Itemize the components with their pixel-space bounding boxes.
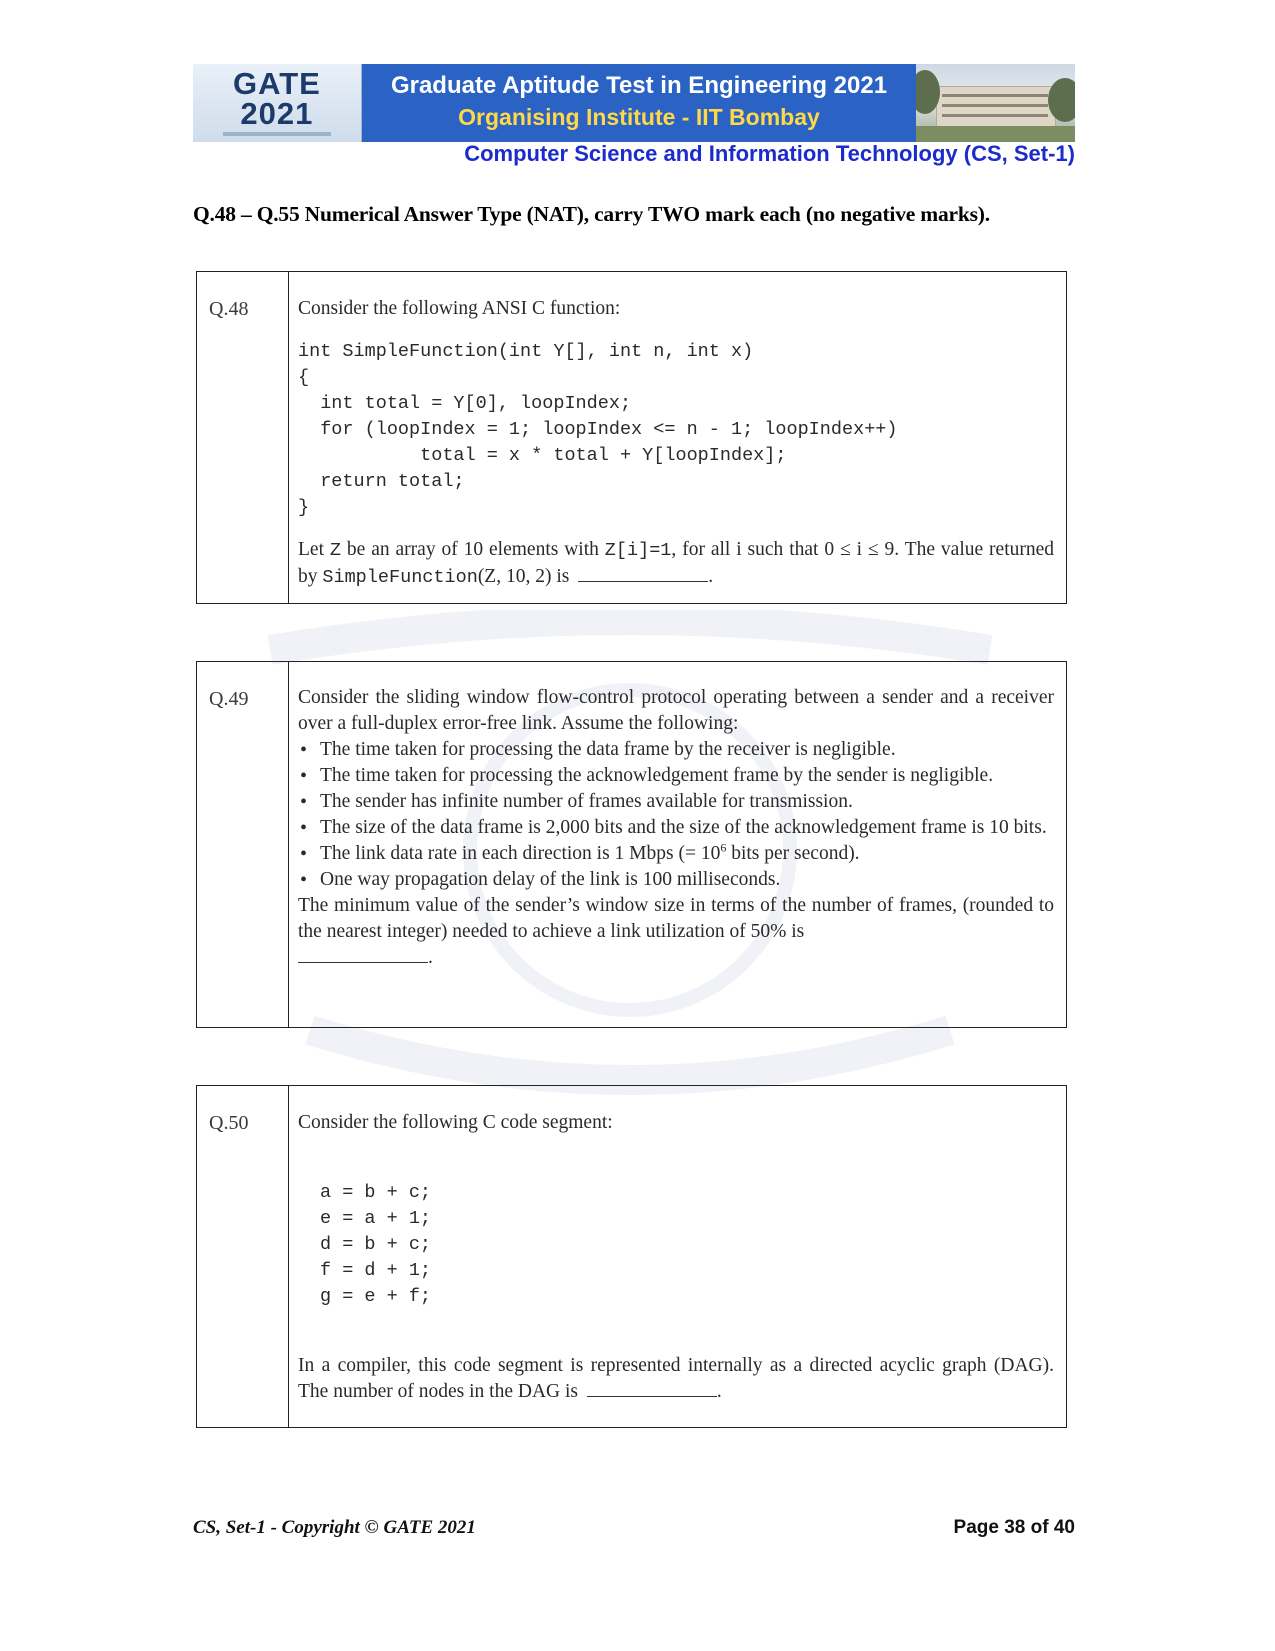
question-text — [298, 537, 1054, 591]
question-body — [298, 1110, 1054, 1405]
list-item: • The sender has infinite number of frames available for transmission. — [298, 789, 1054, 815]
code-block: a = b + c; e = a + 1; d = b + c; f = d + 1; g = e + f; — [320, 1182, 432, 1307]
building-window-row — [942, 94, 1048, 97]
header-banner — [193, 64, 1075, 142]
institute-building-image — [916, 64, 1075, 142]
question-intro: Consider the following ANSI C function: — [298, 298, 621, 319]
array-name: Z — [329, 540, 341, 561]
list-item: • One way propagation delay of the link is 100 milliseconds. — [298, 867, 1054, 893]
organiser-text: Organising Institute - IIT Bombay — [458, 104, 820, 130]
text-end: . — [428, 947, 433, 968]
question-number-column — [197, 272, 289, 603]
assumption-list — [298, 737, 1054, 893]
logo-text-top: GATE — [233, 66, 321, 101]
question-intro: Consider the sliding window flow-control protocol operating between a sender and a receiver over a full-duplex error-free link. Assume the following: — [298, 687, 1054, 734]
text-end: . — [708, 566, 714, 587]
text-segment: The minimum value of the sender’s window size in terms of the number of frames, (rounded to the nearest integer) needed to achieve a link utilization of 50% is — [298, 895, 1054, 942]
logo-text-bottom: 2021 — [240, 96, 314, 131]
question-conclusion — [298, 893, 1054, 971]
paper-subject: Computer Science and Information Technology (CS, Set-1) — [464, 141, 1075, 166]
footer-copyright: CS, Set-1 - Copyright © GATE 2021 — [193, 1517, 476, 1538]
question-number: Q.50 — [209, 1112, 249, 1134]
list-item — [298, 841, 1054, 867]
building-window-row — [942, 114, 1048, 117]
question-number: Q.49 — [209, 688, 249, 710]
text-segment: In a compiler, this code segment is represented internally as a directed acyclic graph (DAG). The number of nodes in the DAG is — [298, 1355, 1054, 1402]
question-conclusion — [298, 1353, 1054, 1405]
text-segment: The link data rate in each direction is 1 Mbps (= 10 — [320, 843, 721, 864]
text-segment: bits per second). — [726, 843, 860, 864]
list-item: • The size of the data frame is 2,000 bits and the size of the acknowledgement frame is 10 bits. — [298, 815, 1054, 841]
lawn — [916, 126, 1075, 142]
section-heading: Q.48 – Q.55 Numerical Answer Type (NAT), carry TWO mark each (no negative marks). — [193, 202, 990, 226]
answer-blank — [578, 581, 708, 582]
code-block: int SimpleFunction(int Y[], int n, int x) { int total = Y[0], loopIndex; for (loopIndex = 1; loopIndex <= n - 1; loopIndex++) total = x * total + Y[loopIndex]; return total; } — [298, 341, 898, 518]
question-number-column — [197, 1086, 289, 1427]
array-element-expression: Z[i]=1 — [604, 540, 672, 561]
function-call-name: SimpleFunction — [322, 567, 478, 588]
question-50 — [196, 1085, 1067, 1428]
exam-title: Graduate Aptitude Test in Engineering 2021 — [390, 72, 888, 99]
logo-tagline-bar — [223, 132, 331, 136]
question-number-column — [197, 662, 289, 1027]
question-body — [298, 685, 1054, 971]
tree-right — [1048, 78, 1075, 122]
text-segment: , for all i such that 0 ≤ i ≤ 9. The value returned by — [298, 539, 1055, 587]
question-49 — [196, 661, 1067, 1028]
question-body — [298, 296, 1054, 591]
list-item: • The time taken for processing the data frame by the receiver is negligible. — [298, 737, 1054, 763]
page-number: Page 38 of 40 — [953, 1517, 1075, 1538]
question-number: Q.48 — [209, 298, 249, 320]
question-intro: Consider the following C code segment: — [298, 1112, 613, 1133]
list-item: • The time taken for processing the acknowledgement frame by the sender is negligible. — [298, 763, 1054, 789]
text-segment: be an array of 10 elements with — [341, 539, 605, 560]
function-call-args: (Z, 10, 2) is — [477, 566, 570, 587]
banner-title-block — [362, 64, 916, 142]
exponent: 6 — [720, 840, 727, 855]
answer-blank — [298, 962, 428, 963]
answer-blank — [587, 1396, 717, 1397]
question-48 — [196, 271, 1067, 604]
text-end: . — [716, 1381, 722, 1402]
text-segment: Let — [298, 539, 330, 560]
building-window-row — [942, 104, 1048, 107]
gate-logo — [193, 64, 362, 142]
